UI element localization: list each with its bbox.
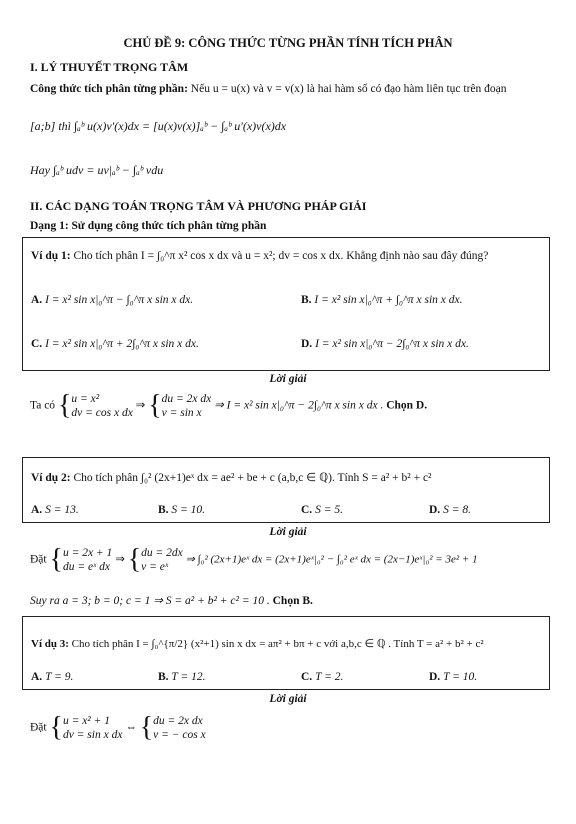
solution-1-system-b: du = 2x dx v = sin x [161,393,212,419]
theory-lead-text: Nếu u = u(x) và v = v(x) là hai hàm số có đạo hàm liên tục trên đoạn [187,83,507,95]
solution-2-system-b: du = 2dx v = eˣ [141,547,183,573]
example-2-option-a: A. S = 13. [31,504,79,516]
example-3-option-d: D. T = 10. [429,671,478,683]
example-2-box [22,457,550,523]
page-title: CHỦ ĐỀ 9: CÔNG THỨC TỪNG PHẦN TÍNH TÍCH PHÂN [123,36,453,50]
formula-short: Hay ∫ₐᵇ udv = uv|ₐᵇ − ∫ₐᵇ vdu [30,163,164,177]
solution-3: Đặt {u = x² + 1 dv = sin x dx ⇔ {du = 2x dx v = − cos x [30,712,206,743]
solution-3-system-b: du = 2x dx v = − cos x [153,715,206,741]
solution-label-2: Lời giải [269,526,307,538]
example-1-option-b: B. I = x² sin x|₀^π + ∫₀^π x sin x dx. [301,294,463,306]
example-3-question [31,637,484,650]
section-2-heading: II. CÁC DẠNG TOÁN TRỌNG TÂM VÀ PHƯƠNG PHÁP GIẢI [30,199,367,213]
example-3-label: Ví dụ 3: [31,638,69,650]
theory-lead-label: Công thức tích phân từng phần: [30,83,188,95]
example-3-option-a: A. T = 9. [31,671,74,683]
example-3-option-c: C. T = 2. [301,671,344,683]
example-2-option-c: C. S = 5. [301,504,343,516]
solution-3-system-a: u = x² + 1 dv = sin x dx [62,715,123,741]
theory-lead [30,83,507,95]
example-1-text: Cho tích phân I = ∫₀^π x² cos x dx và u = x²; dv = cos x dx. Khẳng định nào sau đây đúng? [70,250,489,262]
example-2-label: Ví dụ 2: [31,472,71,484]
example-1-option-a: A. I = x² sin x|₀^π − ∫₀^π x sin x dx. [31,294,194,306]
example-3-box [22,616,550,690]
solution-2: Đặt {u = 2x + 1 du = eˣ dx ⇒ {du = 2dx v = eˣ ⇒ ∫₀² (2x+1)eˣ dx = (2x+1)eˣ|₀² − ∫₀² eˣ dx = (2x−1)eˣ|₀² = 3e² + 1 [30,544,478,575]
solution-1-choice: Chọn D. [386,399,428,412]
example-2-option-b: B. S = 10. [158,504,206,516]
example-2-question [31,470,432,484]
example-2-text: Cho tích phân ∫₀² (2x+1)eˣ dx = ae² + be + c (a,b,c ∈ ℚ). Tính S = a² + b² + c² [70,472,432,484]
example-3-option-b: B. T = 12. [158,671,206,683]
example-3-text: Cho tích phân I = ∫₀^{π/2} (x²+1) sin x dx = aπ² + bπ + c với a,b,c ∈ ℚ . Tính T = a² + b² + c² [68,638,484,650]
solution-label-3: Lời giải [269,693,307,705]
example-1-box [22,237,550,371]
section-1-heading: I. LÝ THUYẾT TRỌNG TÂM [30,60,189,74]
example-1-label: Ví dụ 1: [31,250,71,262]
solution-label-1: Lời giải [269,373,307,385]
solution-1-system-a: u = x² dv = cos x dx [71,393,133,419]
example-1-option-c: C. I = x² sin x|₀^π + 2∫₀^π x sin x dx. [31,338,199,350]
example-1-option-d: D. I = x² sin x|₀^π − 2∫₀^π x sin x dx. [301,338,469,350]
solution-2-conclusion: Suy ra a = 3; b = 0; c = 1 ⇒ S = a² + b² + c² = 10 . Chọn B. [30,595,313,607]
solution-1: Ta có {u = x² dv = cos x dx ⇒ {du = 2x dx v = sin x ⇒ I = x² sin x|₀^π − 2∫₀^π x sin x dx . Chọn D. [30,390,428,421]
type-1-heading: Dạng 1: Sử dụng công thức tích phân từng phần [30,220,267,232]
solution-2-system-a: u = 2x + 1 du = eˣ dx [62,547,113,573]
solution-2-choice: Chọn B. [272,595,313,607]
example-2-option-d: D. S = 8. [429,504,471,516]
example-1-question [31,250,488,262]
formula-parts: [a;b] thì ∫ₐᵇ u(x)v′(x)dx = [u(x)v(x)]ₐᵇ − ∫ₐᵇ u′(x)v(x)dx [30,119,287,133]
